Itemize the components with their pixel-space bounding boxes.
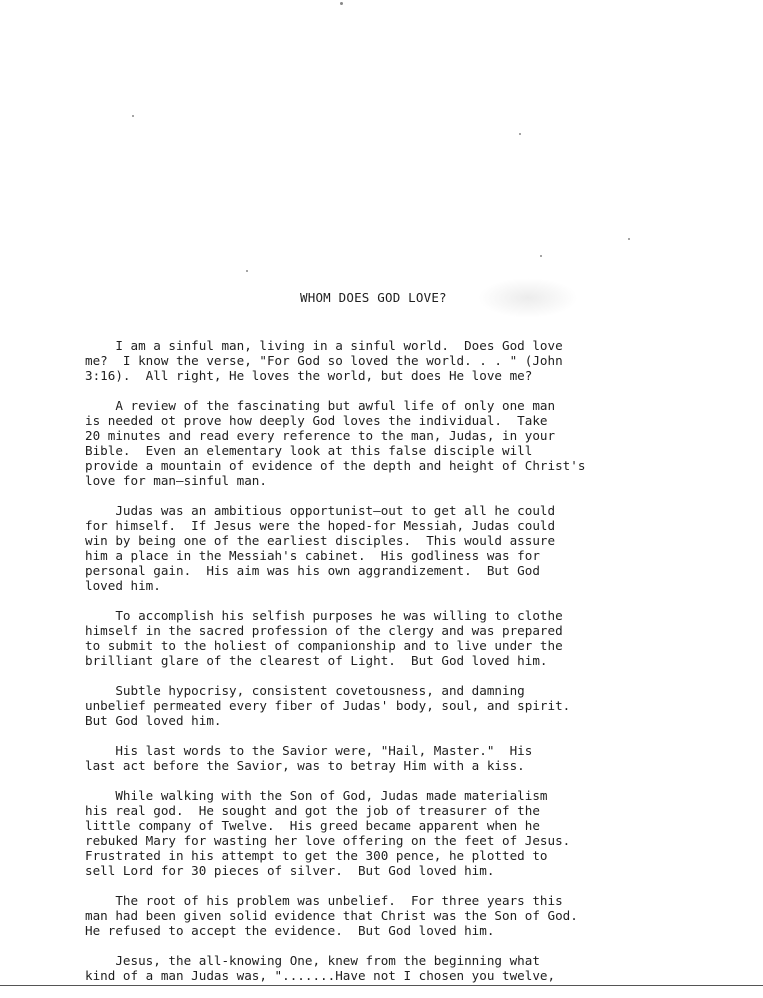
scan-speck <box>540 255 542 257</box>
paragraph: Judas was an ambitious opportunist—out to get all he could for himself. If Jesus were the hoped-for Messiah, Judas could win by being one of the earliest disciples. This would assure him a place in the Messiah's cabinet. His godliness was for personal gain. His aim was his own aggrandizement. But God loved him. <box>85 503 556 593</box>
page-edge-line <box>0 985 763 986</box>
paragraph: I am a sinful man, living in a sinful world. Does God love me? I know the verse, "For God so loved the world. . . " (John 3:16). All right, He loves the world, but does He love me? <box>85 338 563 383</box>
paragraph: Jesus, the all-knowing One, knew from the beginning what kind of a man Judas was, ".......Have not I chosen you twelve, <box>85 953 556 983</box>
scan-speck <box>340 2 343 5</box>
paragraph: His last words to the Savior were, "Hail, Master." His last act before the Savior, was to betray Him with a kiss. <box>85 743 533 773</box>
paragraph: Subtle hypocrisy, consistent covetousness, and damning unbelief permeated every fiber of Judas' body, soul, and spirit. But God loved him. <box>85 683 571 728</box>
document-body <box>85 338 685 998</box>
paragraph: To accomplish his selfish purposes he was willing to clothe himself in the sacred profession of the clergy and was prepared to submit to the holiest of companionship and to live under the brilliant glare of the clearest of Light. But God loved him. <box>85 608 563 668</box>
scan-speck <box>246 270 248 272</box>
scan-speck <box>132 115 134 117</box>
scan-speck <box>628 238 630 240</box>
scan-smudge <box>478 278 578 318</box>
paragraph: A review of the fascinating but awful life of only one man is needed ot prove how deeply God loves the individual. Take 20 minutes and read every reference to the man, Judas, in your Bible. Even an elementary look at this false disciple will provide a mountain of evidence of the depth and height of Christ's love for man—sinful man. <box>85 398 586 488</box>
document-title: WHOM DOES GOD LOVE? <box>300 290 447 305</box>
paragraph: While walking with the Son of God, Judas made materialism his real god. He sought and got the job of treasurer of the little company of Twelve. His greed became apparent when he rebuked Mary for wasting her love offering on the feet of Jesus. Frustrated in his attempt to get the 300 pence, he plotted to sell Lord for 30 pieces of silver. But God loved him. <box>85 788 571 878</box>
paragraph: The root of his problem was unbelief. For three years this man had been given solid evidence that Christ was the Son of God. He refused to accept the evidence. But God loved him. <box>85 893 578 938</box>
scan-speck <box>519 133 521 135</box>
